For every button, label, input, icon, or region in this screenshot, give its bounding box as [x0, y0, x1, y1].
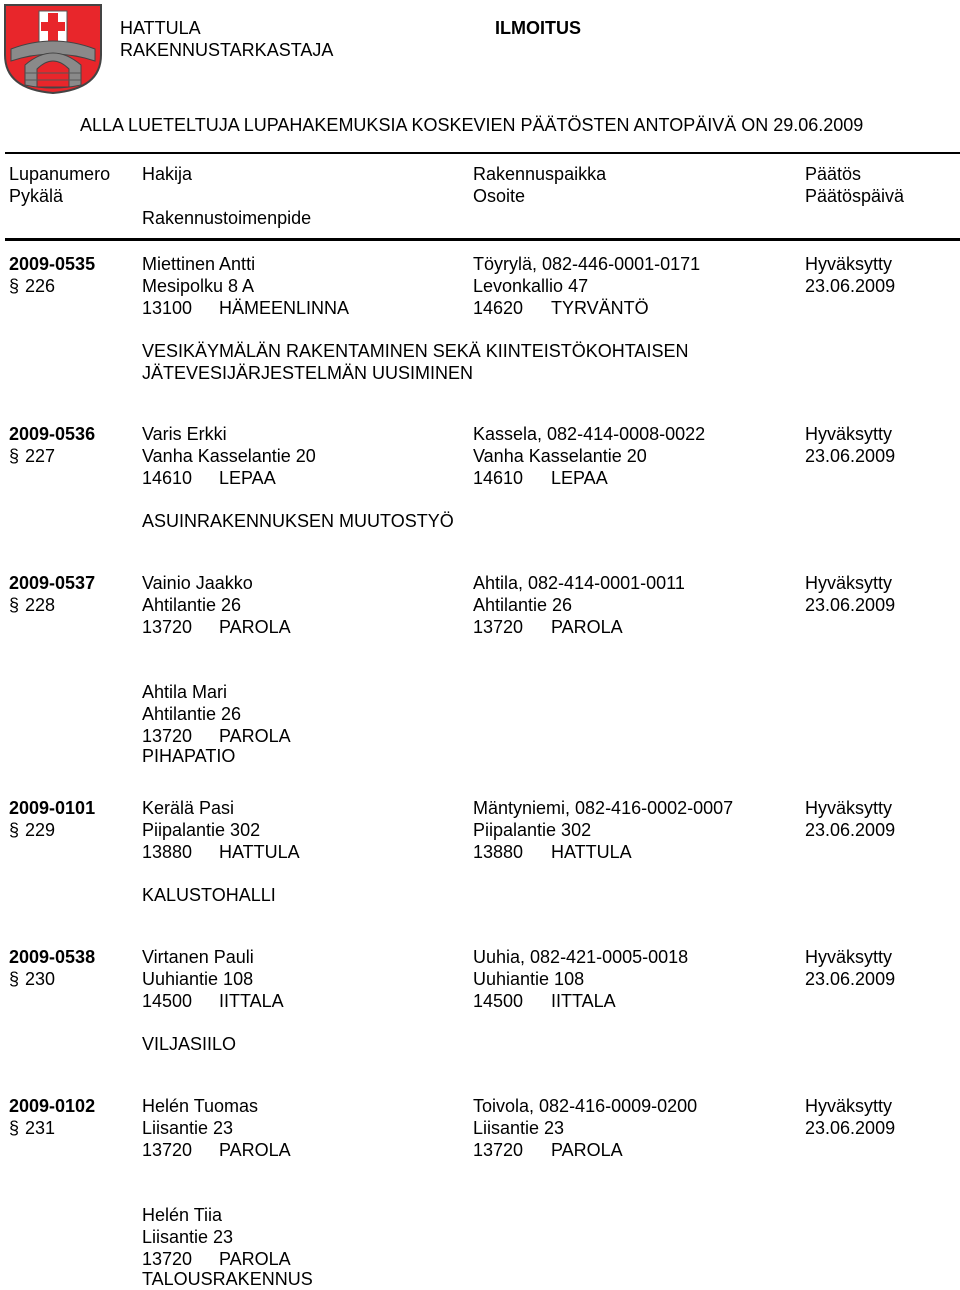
site-city: LEPAA: [551, 468, 608, 488]
applicant-postal-code: 13720: [142, 1140, 193, 1160]
header-bottom-rule: [5, 238, 960, 241]
applicant-name: Miettinen Antti: [142, 254, 256, 274]
building-operation: KALUSTOHALLI: [142, 885, 276, 905]
col-paatos: Päätös: [805, 164, 862, 184]
site-postal-code: 13720: [473, 617, 524, 637]
decision-date: 23.06.2009: [805, 1118, 896, 1138]
applicant-city: PAROLA: [219, 1140, 291, 1160]
decision: Hyväksytty: [805, 1096, 893, 1116]
applicant-postal-code: 13100: [142, 298, 193, 318]
site-city: IITTALA: [551, 991, 616, 1011]
building-site: Uuhia, 082-421-0005-0018: [473, 947, 689, 967]
paragraph-number: 227: [25, 446, 56, 466]
office-name: RAKENNUSTARKASTAJA: [120, 40, 334, 60]
building-operation: PIHAPATIO: [142, 746, 236, 766]
building-site: Toivola, 082-416-0009-0200: [473, 1096, 698, 1116]
col-rakennustoimenpide: Rakennustoimenpide: [142, 208, 312, 228]
applicant-street: Ahtilantie 26: [142, 595, 242, 615]
applicant-street: Uuhiantie 108: [142, 969, 254, 989]
municipality-name: HATTULA: [120, 18, 201, 38]
site-postal-code: 13880: [473, 842, 524, 862]
applicant-name: Helén Tuomas: [142, 1096, 259, 1116]
site-street: Vanha Kasselantie 20: [473, 446, 647, 466]
applicant-city: HATTULA: [219, 842, 300, 862]
co-applicant-street: Liisantie 23: [142, 1227, 234, 1247]
site-postal-code: 14620: [473, 298, 524, 318]
site-street: Levonkallio 47: [473, 276, 589, 296]
site-city: TYRVÄNTÖ: [551, 298, 649, 318]
co-applicant-city: PAROLA: [219, 1249, 291, 1269]
decision-date: 23.06.2009: [805, 820, 896, 840]
co-applicant-postal-code: 13720: [142, 1249, 193, 1269]
site-city: PAROLA: [551, 617, 623, 637]
col-lupanumero: Lupanumero: [9, 164, 111, 184]
applicant-street: Mesipolku 8 A: [142, 276, 255, 296]
permit-number: 2009-0537: [9, 573, 96, 593]
site-city: PAROLA: [551, 1140, 623, 1160]
site-postal-code: 14500: [473, 991, 524, 1011]
building-operation: ASUINRAKENNUKSEN MUUTOSTYÖ: [142, 511, 454, 531]
section-sign-icon: §: [9, 446, 20, 466]
site-street: Piipalantie 302: [473, 820, 592, 840]
building-operation: VILJASIILO: [142, 1034, 237, 1054]
applicant-city: LEPAA: [219, 468, 276, 488]
col-paatospaiva: Päätöspäivä: [805, 186, 905, 206]
paragraph-number: 230: [25, 969, 56, 989]
section-sign-icon: §: [9, 1118, 20, 1138]
applicant-name: Varis Erkki: [142, 424, 227, 444]
applicant-postal-code: 13720: [142, 617, 193, 637]
decision: Hyväksytty: [805, 254, 893, 274]
col-rakennuspaikka: Rakennuspaikka: [473, 164, 607, 184]
building-operation: JÄTEVESIJÄRJESTELMÄN UUSIMINEN: [142, 363, 474, 383]
applicant-name: Virtanen Pauli: [142, 947, 254, 967]
decision: Hyväksytty: [805, 798, 893, 818]
applicant-street: Piipalantie 302: [142, 820, 261, 840]
document-title: ALLA LUETELTUJA LUPAHAKEMUKSIA KOSKEVIEN PÄÄTÖSTEN ANTOPÄIVÄ ON 29.06.2009: [80, 115, 864, 135]
co-applicant-postal-code: 13720: [142, 726, 193, 746]
decision: Hyväksytty: [805, 573, 893, 593]
section-sign-icon: §: [9, 969, 20, 989]
site-city: HATTULA: [551, 842, 632, 862]
building-operation: TALOUSRAKENNUS: [142, 1269, 313, 1289]
permit-number: 2009-0538: [9, 947, 96, 967]
applicant-street: Liisantie 23: [142, 1118, 234, 1138]
document-type: ILMOITUS: [495, 18, 581, 38]
header-top-rule: [5, 152, 960, 154]
decision-date: 23.06.2009: [805, 276, 896, 296]
applicant-city: IITTALA: [219, 991, 284, 1011]
applicant-postal-code: 13880: [142, 842, 193, 862]
permit-number: 2009-0101: [9, 798, 96, 818]
decision-date: 23.06.2009: [805, 446, 896, 466]
building-site: Kassela, 082-414-0008-0022: [473, 424, 706, 444]
site-postal-code: 13720: [473, 1140, 524, 1160]
building-operation: VESIKÄYMÄLÄN RAKENTAMINEN SEKÄ KIINTEISTÖKOHTAISEN: [142, 341, 689, 361]
col-pykala: Pykälä: [9, 186, 64, 206]
building-site: Mäntyniemi, 082-416-0002-0007: [473, 798, 734, 818]
paragraph-number: 226: [25, 276, 56, 296]
site-street: Ahtilantie 26: [473, 595, 573, 615]
building-site: Ahtila, 082-414-0001-0011: [473, 573, 685, 593]
hattula-coat-of-arms-logo: [3, 3, 103, 95]
site-postal-code: 14610: [473, 468, 524, 488]
applicant-city: PAROLA: [219, 617, 291, 637]
applicant-name: Vainio Jaakko: [142, 573, 253, 593]
permit-number: 2009-0535: [9, 254, 96, 274]
applicant-name: Kerälä Pasi: [142, 798, 235, 818]
applicant-street: Vanha Kasselantie 20: [142, 446, 316, 466]
applicant-city: HÄMEENLINNA: [219, 298, 350, 318]
paragraph-number: 229: [25, 820, 56, 840]
col-osoite: Osoite: [473, 186, 526, 206]
building-site: Töyrylä, 082-446-0001-0171: [473, 254, 701, 274]
permit-number: 2009-0536: [9, 424, 96, 444]
co-applicant-city: PAROLA: [219, 726, 291, 746]
applicant-postal-code: 14500: [142, 991, 193, 1011]
decision-date: 23.06.2009: [805, 969, 896, 989]
col-hakija: Hakija: [142, 164, 193, 184]
decision-date: 23.06.2009: [805, 595, 896, 615]
paragraph-number: 231: [25, 1118, 56, 1138]
paragraph-number: 228: [25, 595, 56, 615]
co-applicant-name: Ahtila Mari: [142, 682, 228, 702]
section-sign-icon: §: [9, 820, 20, 840]
co-applicant-street: Ahtilantie 26: [142, 704, 242, 724]
section-sign-icon: §: [9, 595, 20, 615]
site-street: Liisantie 23: [473, 1118, 565, 1138]
decision: Hyväksytty: [805, 424, 893, 444]
site-street: Uuhiantie 108: [473, 969, 585, 989]
applicant-postal-code: 14610: [142, 468, 193, 488]
decision: Hyväksytty: [805, 947, 893, 967]
co-applicant-name: Helén Tiia: [142, 1205, 223, 1225]
section-sign-icon: §: [9, 276, 20, 296]
permit-number: 2009-0102: [9, 1096, 96, 1116]
